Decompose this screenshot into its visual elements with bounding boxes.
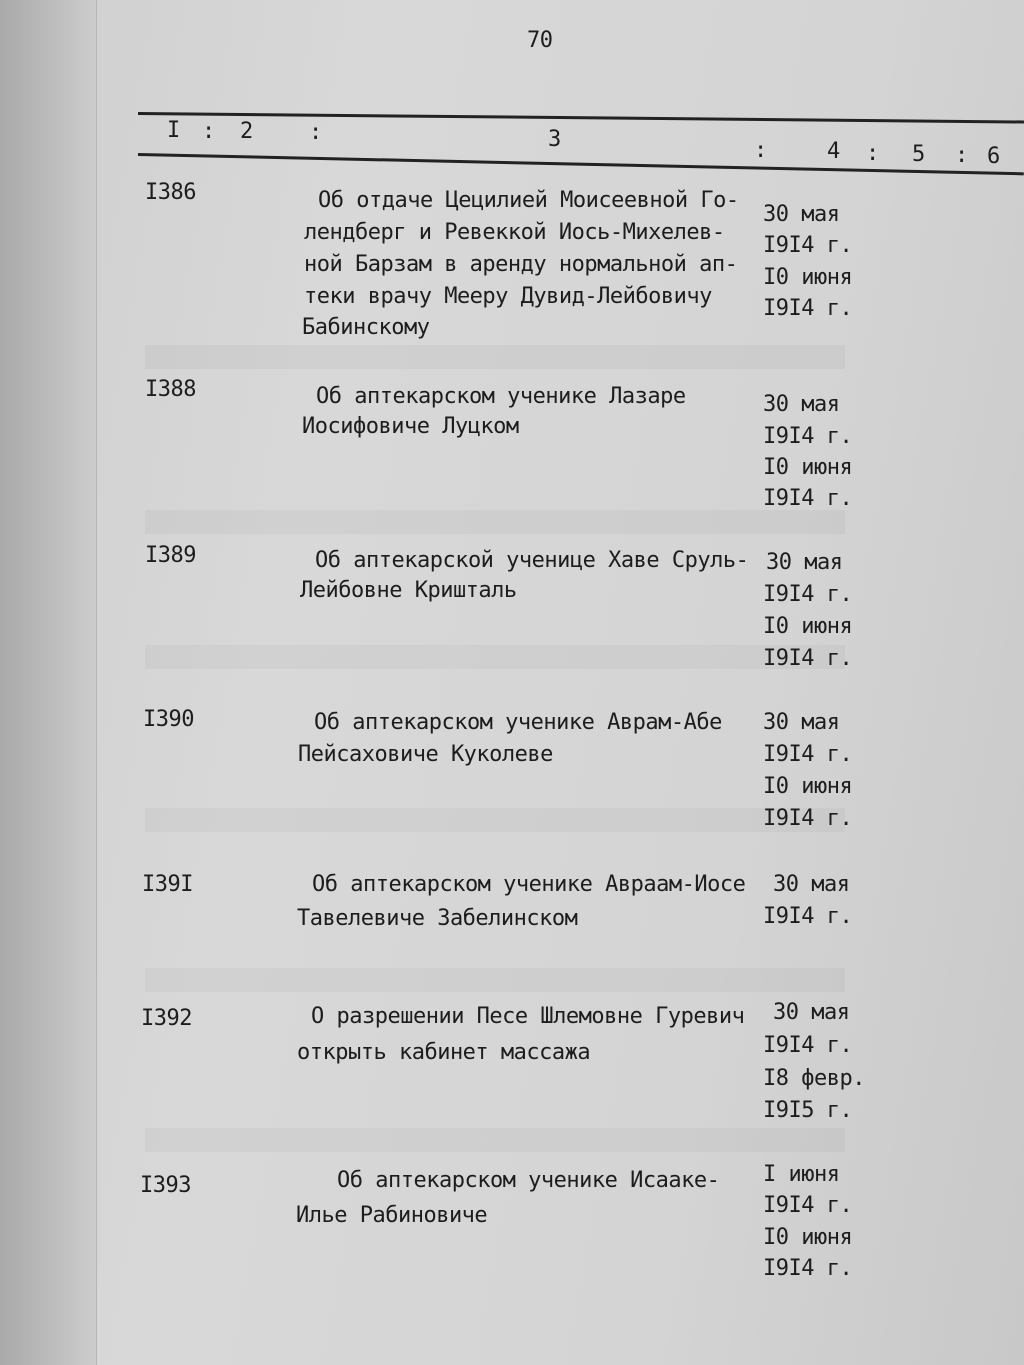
column-header-2: 2 <box>240 119 253 144</box>
entry-title-line: теки врачу Мееру Дувид-Лейбовичу <box>304 284 712 309</box>
bleed-through <box>145 968 845 992</box>
header-rule-bottom <box>138 153 1024 175</box>
entry-title-line: Иосифовиче Луцком <box>302 414 519 439</box>
column-separator: : <box>866 141 879 166</box>
entry-title-line: Об аптекарском ученике Лазаре <box>316 384 686 409</box>
entry-title-line: Бабинскому <box>302 315 430 340</box>
entry-date: 30 мая <box>763 710 840 735</box>
entry-date: I0 июня <box>763 265 853 290</box>
column-header-3: 3 <box>548 127 561 152</box>
entry-date: I0 июня <box>763 1225 853 1250</box>
entry-date: I0 июня <box>763 614 853 639</box>
bleed-through <box>145 808 845 832</box>
entry-title-line: Пейсаховиче Куколеве <box>298 742 553 767</box>
entry-number: I392 <box>141 1006 192 1031</box>
entry-date: 30 мая <box>763 392 840 417</box>
column-header-4: 4 <box>827 139 840 164</box>
entry-title-line: Об аптекарском ученике Авраам-Иосе <box>312 872 746 897</box>
entry-title-line: ной Барзам в аренду нормальной ап- <box>304 252 738 277</box>
entry-date: I9I4 г. <box>763 646 853 671</box>
entry-date: I0 июня <box>763 455 853 480</box>
entry-number: I389 <box>145 543 196 568</box>
column-header-5: 5 <box>912 142 925 167</box>
header-rule-top <box>138 112 1024 124</box>
entry-number: I393 <box>140 1173 191 1198</box>
entry-date: I9I5 г. <box>763 1098 853 1123</box>
entry-date: I9I4 г. <box>763 1033 853 1058</box>
entry-date: I9I4 г. <box>763 1193 853 1218</box>
entry-date: 30 мая <box>773 1000 850 1025</box>
entry-title-line: открыть кабинет массажа <box>297 1040 591 1065</box>
entry-number: I386 <box>145 180 196 205</box>
column-separator: : <box>955 143 968 168</box>
entry-title-line: Лейбовне Кришталь <box>300 578 517 603</box>
page-number: 70 <box>527 28 553 53</box>
column-header-1: I <box>167 118 180 143</box>
entry-date: I9I4 г. <box>763 296 853 321</box>
entry-date: 30 мая <box>773 872 850 897</box>
entry-date: I0 июня <box>763 774 853 799</box>
entry-date: I8 февр. <box>763 1066 865 1091</box>
column-header-6: 6 <box>987 144 1000 169</box>
entry-date: I9I4 г. <box>763 1256 853 1281</box>
entry-number: I388 <box>145 377 196 402</box>
entry-date: I9I4 г. <box>763 806 853 831</box>
column-separator: : <box>754 138 767 163</box>
bleed-through <box>145 1128 845 1152</box>
entry-date: I9I4 г. <box>763 233 853 258</box>
entry-title-line: Об отдаче Цецилией Моисеевной Го- <box>318 188 739 213</box>
entry-date: I9I4 г. <box>763 582 853 607</box>
entry-title-line: Об аптекарском ученике Исааке- <box>337 1168 720 1193</box>
entry-title-line: Об аптекарском ученике Аврам-Абе <box>314 710 722 735</box>
entry-title-line: О разрешении Песе Шлемовне Гуревич <box>311 1004 745 1029</box>
entry-title-line: лендберг и Ревеккой Иось-Михелев- <box>304 220 725 245</box>
entry-title-line: Об аптекарской ученице Хаве Сруль- <box>315 548 749 573</box>
entry-date: 30 мая <box>766 550 843 575</box>
entry-date: I9I4 г. <box>763 742 853 767</box>
entry-title-line: Тавелевиче Забелинском <box>297 906 578 931</box>
column-separator: : <box>309 120 322 145</box>
entry-title-line: Илье Рабиновиче <box>296 1203 488 1228</box>
entry-number: I390 <box>143 707 194 732</box>
bleed-through <box>145 645 845 669</box>
entry-number: I39I <box>142 872 193 897</box>
entry-date: 30 мая <box>763 202 840 227</box>
column-separator: : <box>202 119 215 144</box>
entry-date: I9I4 г. <box>763 424 853 449</box>
bleed-through <box>145 345 845 369</box>
entry-date: I июня <box>763 1162 840 1187</box>
entry-date: I9I4 г. <box>763 904 853 929</box>
entry-date: I9I4 г. <box>763 486 853 511</box>
bleed-through <box>145 510 845 534</box>
previous-page-edge <box>0 0 97 1365</box>
